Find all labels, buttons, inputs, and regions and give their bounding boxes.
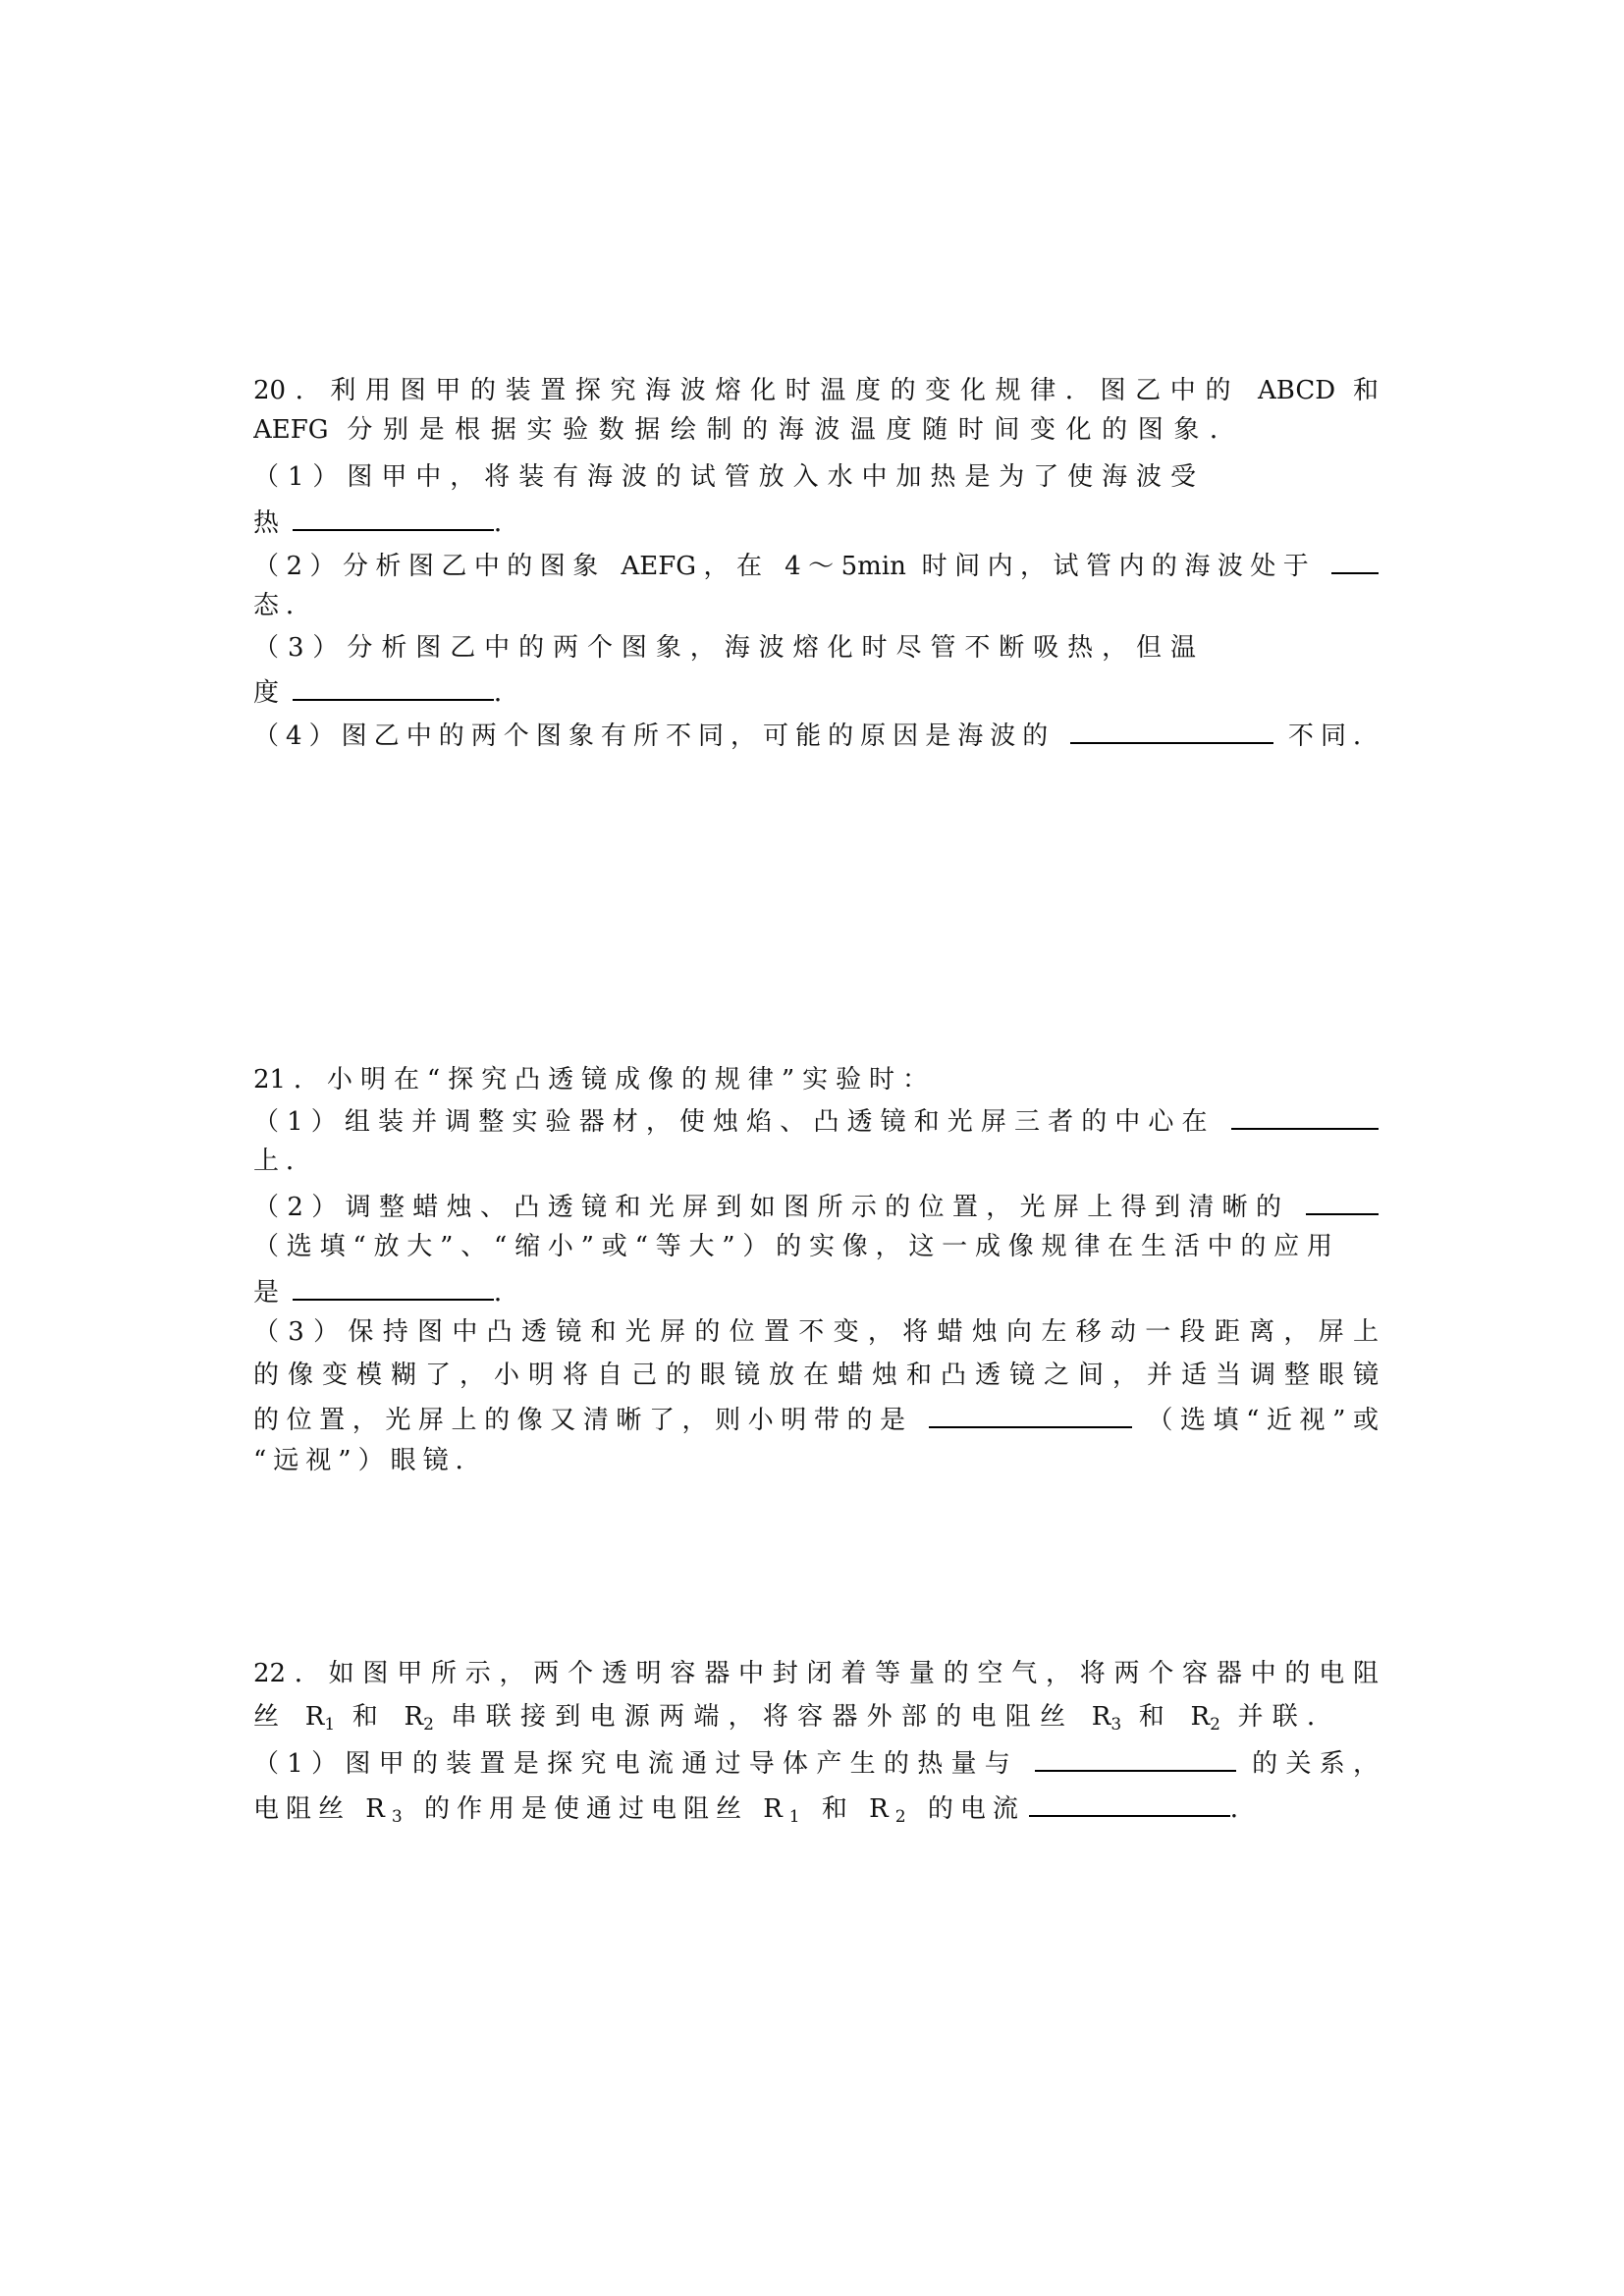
text: 热 — [253, 508, 280, 538]
q21-line-4 — [253, 1188, 1379, 1221]
answer-blank-9[interactable] — [1035, 1744, 1236, 1772]
text: 并联． — [1237, 1702, 1332, 1732]
answer-blank-10[interactable] — [1029, 1789, 1230, 1817]
subscript: 3 — [391, 1807, 409, 1827]
text: 和 R — [352, 1702, 424, 1732]
text: 和 R — [1138, 1702, 1211, 1732]
subscript: 2 — [894, 1807, 913, 1827]
text: （2）分析图乙中的图象 AEFG，在 4～5min 时间内，试管内的海波处于 — [253, 552, 1317, 580]
answer-blank-1[interactable] — [293, 504, 494, 531]
q21-line-10: “远视”）眼镜． — [253, 1446, 488, 1475]
text: 的关系， — [1252, 1749, 1379, 1778]
text: ． — [494, 508, 520, 538]
text: 是 — [253, 1278, 280, 1308]
text: （1）图甲的装置是探究电流通过导体产生的热量与 — [253, 1749, 1019, 1778]
text: ． — [494, 1278, 520, 1308]
answer-blank-8[interactable] — [929, 1401, 1132, 1428]
q20-line-9 — [253, 717, 1379, 750]
q22-line-1: 22．如图甲所示，两个透明容器中封闭着等量的空气，将两个容器中的电阻 — [253, 1659, 1379, 1688]
text: 不同． — [1287, 721, 1379, 750]
text: （2）调整蜡烛、凸透镜和光屏到如图所示的位置，光屏上得到清晰的 — [253, 1193, 1290, 1221]
q21-line-7: （3）保持图中凸透镜和光屏的位置不变，将蜡烛向左移动一段距离，屏上 — [253, 1317, 1379, 1347]
text: （选填“近视”或 — [1147, 1406, 1379, 1434]
q20-line-7: （3）分析图乙中的两个图象，海波熔化时尽管不断吸热，但温 — [253, 633, 1196, 663]
q21-line-3: 上． — [253, 1147, 319, 1176]
q20-line-3: （1）图甲中，将装有海波的试管放入水中加热是为了使海波受 — [253, 462, 1196, 492]
q21-line-6 — [253, 1273, 519, 1307]
text: 的作用是使通过电阻丝 R — [423, 1794, 789, 1824]
text: （1）组装并调整实验器材，使烛焰、凸透镜和光屏三者的中心在 — [253, 1107, 1216, 1136]
q21-line-8: 的像变模糊了，小明将自己的眼镜放在蜡烛和凸透镜之间，并适当调整眼镜 — [253, 1361, 1379, 1390]
answer-blank-5[interactable] — [1231, 1102, 1379, 1130]
q21-line-5: （选填“放大”、“缩小”或“等大”）的实像，这一成像规律在生活中的应用 — [253, 1232, 1332, 1261]
text: ． — [1229, 1794, 1263, 1824]
text: （4）图乙中的两个图象有所不同，可能的原因是海波的 — [253, 721, 1056, 750]
q22-line-4 — [253, 1789, 1263, 1827]
q21-line-1: 21．小明在“探究凸透镜成像的规律”实验时： — [253, 1065, 928, 1095]
q22-line-2 — [253, 1700, 1332, 1734]
text: 电阻丝 R — [253, 1794, 392, 1824]
text: ． — [494, 678, 520, 708]
q21-line-9 — [253, 1401, 1379, 1434]
text: 丝 R — [253, 1702, 325, 1732]
answer-blank-3[interactable] — [293, 673, 494, 701]
text: 串联接到电源两端，将容器外部的电阻丝 R — [451, 1702, 1111, 1732]
answer-blank-4[interactable] — [1070, 717, 1273, 744]
subscript: 2 — [423, 1715, 434, 1734]
text: 的电流 — [927, 1794, 1025, 1824]
q20-line-8 — [253, 673, 519, 707]
answer-blank-2[interactable] — [1331, 547, 1379, 574]
text: 的位置，光屏上的像又清晰了，则小明带的是 — [253, 1406, 913, 1434]
text: 度 — [253, 678, 280, 708]
subscript: 3 — [1110, 1715, 1122, 1734]
subscript: 1 — [324, 1715, 336, 1734]
answer-blank-6[interactable] — [1306, 1188, 1379, 1215]
q20-line-5 — [253, 547, 1379, 580]
subscript: 1 — [788, 1807, 807, 1827]
q20-line-6: 态． — [253, 591, 319, 620]
q20-line-4 — [253, 504, 519, 537]
q21-line-2 — [253, 1102, 1379, 1136]
q20-line-1: 20．利用图甲的装置探究海波熔化时温度的变化规律．图乙中的 ABCD 和 — [253, 376, 1379, 405]
q22-line-3 — [253, 1744, 1379, 1778]
text: 和 R — [821, 1794, 895, 1824]
q20-line-2: AEFG 分别是根据实验数据绘制的海波温度随时间变化的图象． — [253, 415, 1235, 445]
subscript: 2 — [1210, 1715, 1220, 1734]
answer-blank-7[interactable] — [293, 1273, 494, 1301]
